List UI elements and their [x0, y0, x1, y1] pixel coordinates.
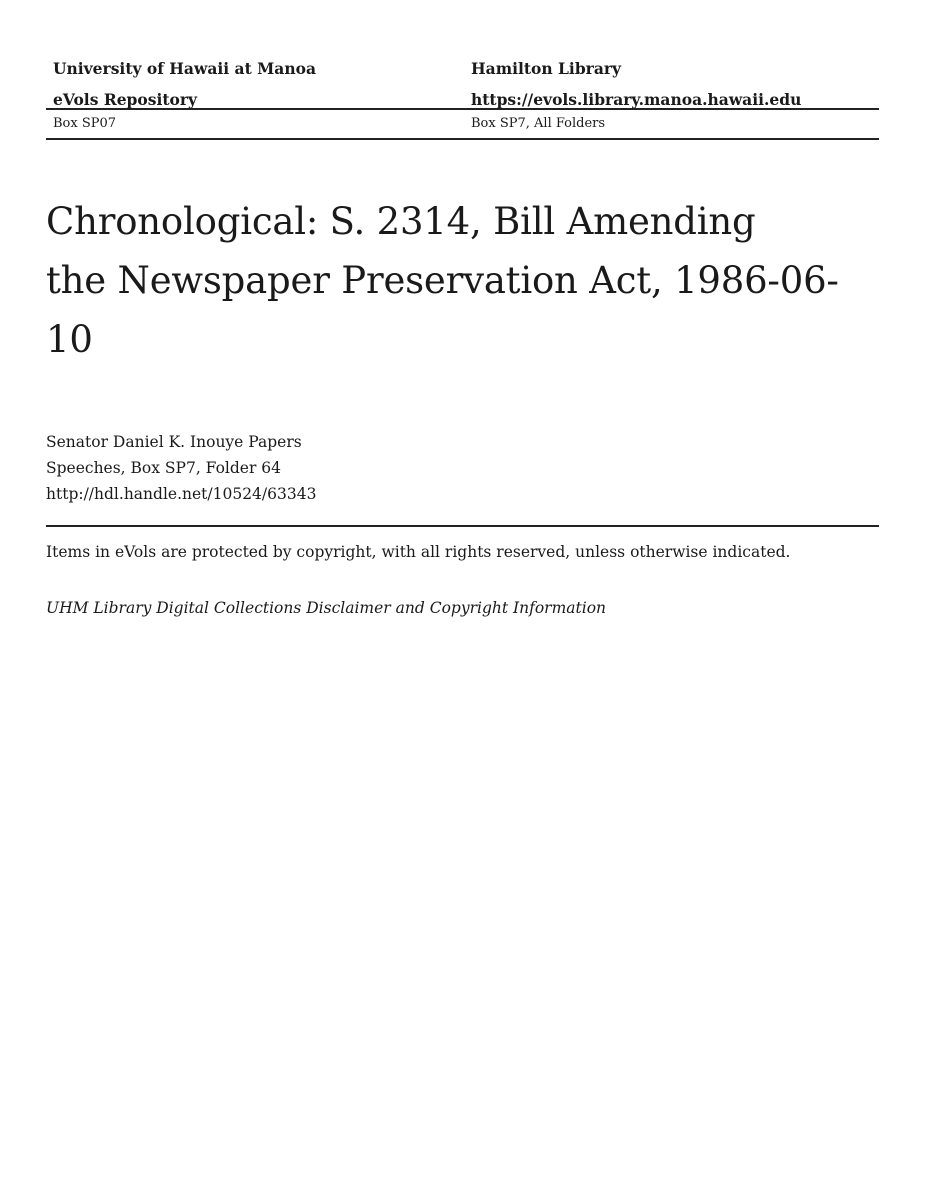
- repository-name: eVols Repository: [53, 90, 198, 109]
- folder-location: Speeches, Box SP7, Folder 64: [46, 459, 282, 477]
- title-line-2: the Newspaper Preservation Act, 1986-06-10: [46, 259, 839, 361]
- copyright-notice: Items in eVols are protected by copyright, with all rights reserved, unless otherwise indicated.: [46, 543, 791, 561]
- disclaimer-link[interactable]: UHM Library Digital Collections Disclaimer and Copyright Information: [46, 599, 607, 617]
- header-table: [46, 53, 879, 140]
- title-line-1: Chronological: S. 2314, Bill Amending: [46, 200, 756, 243]
- document-page: [46, 0, 879, 620]
- header-right-column: [463, 53, 879, 108]
- divider: [46, 525, 879, 527]
- document-title: [46, 192, 879, 369]
- header-box-left-cell: [46, 110, 463, 138]
- box-id: Box SP07: [53, 116, 117, 131]
- header-box-right-cell: [463, 110, 879, 138]
- handle-link[interactable]: http://hdl.handle.net/10524/63343: [46, 485, 317, 503]
- header-left-column: [46, 53, 463, 108]
- repository-url[interactable]: https://evols.library.manoa.hawaii.edu: [471, 90, 802, 109]
- box-folders: Box SP7, All Folders: [471, 116, 606, 131]
- header-top-row: [46, 53, 879, 110]
- institution-name: University of Hawaii at Manoa: [53, 59, 316, 78]
- collection-name: Senator Daniel K. Inouye Papers: [46, 433, 302, 451]
- document-metadata: [46, 429, 879, 507]
- header-box-row: [46, 110, 879, 140]
- library-name: Hamilton Library: [471, 59, 622, 78]
